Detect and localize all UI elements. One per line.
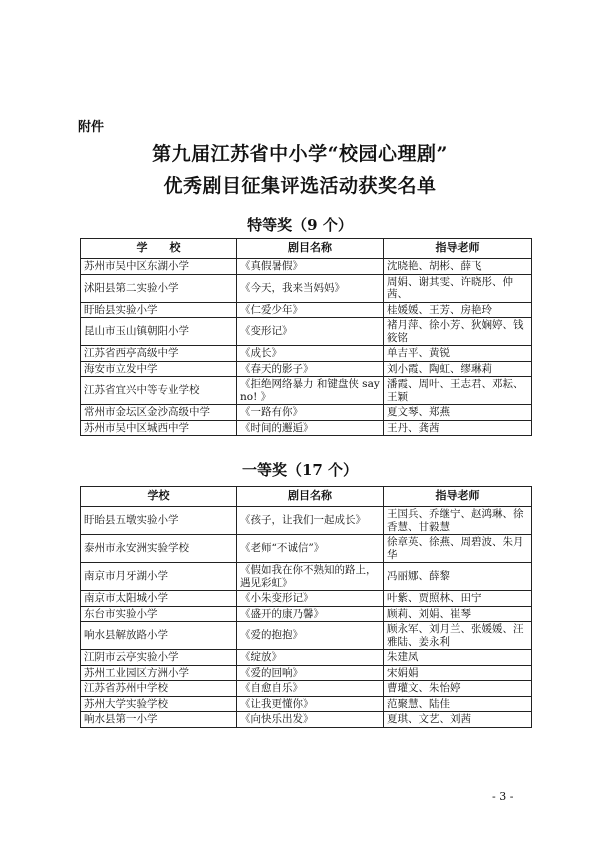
school-cell: 海安市立发中学 — [81, 361, 237, 377]
title-cell: 《一路有你》 — [237, 405, 384, 421]
title-cell: 《变形记》 — [237, 318, 384, 346]
teacher-cell: 夏琪、文艺、刘茜 — [384, 712, 532, 728]
title-cell: 《绽放》 — [237, 650, 384, 666]
school-cell: 南京市太阳城小学 — [81, 591, 237, 607]
table-row — [81, 622, 532, 650]
school-cell: 苏州大学实验学校 — [81, 696, 237, 712]
school-cell: 江苏省西亭高级中学 — [81, 346, 237, 362]
title-cell: 《孩子，让我们一起成长》 — [237, 507, 384, 535]
school-cell: 响水县第一小学 — [81, 712, 237, 728]
teacher-cell: 朱建凤 — [384, 650, 532, 666]
teacher-cell: 冯丽娜、薛黎 — [384, 563, 532, 591]
title-cell: 《自愈自乐》 — [237, 681, 384, 697]
table-row — [81, 318, 532, 346]
school-cell: 江苏省苏州中学校 — [81, 681, 237, 697]
school-cell: 响水县解放路小学 — [81, 622, 237, 650]
table-row — [81, 361, 532, 377]
teacher-cell: 顾永军、刘月兰、张媛媛、汪雅陆、姜永利 — [384, 622, 532, 650]
header-school: 学 校 — [81, 239, 237, 259]
teacher-cell: 宋娟娟 — [384, 665, 532, 681]
school-cell: 江阴市云亭实验小学 — [81, 650, 237, 666]
first-award-rows — [81, 507, 532, 728]
title-cell: 《让我更懂你》 — [237, 696, 384, 712]
header-school: 学校 — [81, 487, 237, 507]
table-row — [81, 259, 532, 275]
school-cell: 常州市金坛区金沙高级中学 — [81, 405, 237, 421]
teacher-cell: 褚月萍、徐小芳、狄娴婷、钱筱铭 — [384, 318, 532, 346]
school-cell: 沭阳县第二实验小学 — [81, 274, 237, 302]
title-cell: 《向快乐出发》 — [237, 712, 384, 728]
special-award-table — [80, 238, 532, 436]
school-cell: 江苏省宜兴中等专业学校 — [81, 377, 237, 405]
table-row — [81, 650, 532, 666]
teacher-cell: 范聚慧、陆佳 — [384, 696, 532, 712]
teacher-cell: 徐章英、徐燕、周碧波、朱月华 — [384, 535, 532, 563]
school-cell: 南京市月牙湖小学 — [81, 563, 237, 591]
first-award-heading: 一等奖（17 个） — [241, 461, 359, 479]
teacher-cell: 潘霞、周叶、王志君、邓耘、王颖 — [384, 377, 532, 405]
table-header-row — [81, 239, 532, 259]
title-cell: 《假如我在你不熟知的路上，遇见彩虹》 — [237, 563, 384, 591]
title-cell: 《爱的抱抱》 — [237, 622, 384, 650]
teacher-cell: 王丹、龚茜 — [384, 420, 532, 436]
teacher-cell: 周娟、谢其雯、许晓彤、仲茜、 — [384, 274, 532, 302]
first-award-table — [80, 486, 532, 728]
header-teacher: 指导老师 — [384, 487, 532, 507]
teacher-cell: 单吉平、黄锐 — [384, 346, 532, 362]
title-cell: 《春天的影子》 — [237, 361, 384, 377]
table-row — [81, 420, 532, 436]
title-cell: 《时间的邂逅》 — [237, 420, 384, 436]
title-cell: 《真假暑假》 — [237, 259, 384, 275]
school-cell: 苏州市吴中区城西中学 — [81, 420, 237, 436]
attachment-label: 附件 — [78, 120, 105, 135]
table-row — [81, 274, 532, 302]
page-number: - 3 - — [492, 790, 514, 803]
teacher-cell: 王国兵、乔继宁、赵鸿琳、徐香慧、甘毅慧 — [384, 507, 532, 535]
special-award-rows — [81, 259, 532, 436]
title-cell: 《仁爱少年》 — [237, 302, 384, 318]
school-cell: 盱眙县实验小学 — [81, 302, 237, 318]
title-cell: 《盛开的康乃馨》 — [237, 606, 384, 622]
table-row — [81, 302, 532, 318]
table-row — [81, 606, 532, 622]
title-cell: 《爱的回响》 — [237, 665, 384, 681]
title-cell: 《成长》 — [237, 346, 384, 362]
school-cell: 泰州市永安洲实验学校 — [81, 535, 237, 563]
title-cell: 《拒绝网络暴力 和键盘侠 say no! 》 — [237, 377, 384, 405]
school-cell: 东台市实验小学 — [81, 606, 237, 622]
title-cell: 《今天，我来当妈妈》 — [237, 274, 384, 302]
school-cell: 盱眙县五墩实验小学 — [81, 507, 237, 535]
teacher-cell: 曹瓘文、朱怡婷 — [384, 681, 532, 697]
header-title: 剧目名称 — [237, 239, 384, 259]
table-row — [81, 377, 532, 405]
table-row — [81, 712, 532, 728]
teacher-cell: 顾莉、刘娟、崔琴 — [384, 606, 532, 622]
header-teacher: 指导老师 — [384, 239, 532, 259]
teacher-cell: 叶紫、贾照林、田宁 — [384, 591, 532, 607]
table-row — [81, 535, 532, 563]
title-cell: 《小朱变形记》 — [237, 591, 384, 607]
table-row — [81, 696, 532, 712]
special-award-heading: 特等奖（9 个） — [247, 216, 353, 234]
table-header-row — [81, 487, 532, 507]
table-row — [81, 681, 532, 697]
title-cell: 《老师“不诚信”》 — [237, 535, 384, 563]
table-row — [81, 563, 532, 591]
school-cell: 苏州工业园区方洲小学 — [81, 665, 237, 681]
teacher-cell: 夏文琴、郑燕 — [384, 405, 532, 421]
document-title-line1: 第九届江苏省中小学“校园心理剧” — [152, 143, 448, 165]
teacher-cell: 刘小霞、陶虹、缪琳莉 — [384, 361, 532, 377]
table-row — [81, 346, 532, 362]
school-cell: 昆山市玉山镇朝阳小学 — [81, 318, 237, 346]
header-title: 剧目名称 — [237, 487, 384, 507]
table-row — [81, 507, 532, 535]
document-title-line2: 优秀剧目征集评选活动获奖名单 — [163, 175, 437, 197]
school-cell: 苏州市吴中区东湖小学 — [81, 259, 237, 275]
table-row — [81, 665, 532, 681]
table-row — [81, 405, 532, 421]
teacher-cell: 桂媛媛、王芳、房艳玲 — [384, 302, 532, 318]
teacher-cell: 沈晓艳、胡彬、薛飞 — [384, 259, 532, 275]
table-row — [81, 591, 532, 607]
